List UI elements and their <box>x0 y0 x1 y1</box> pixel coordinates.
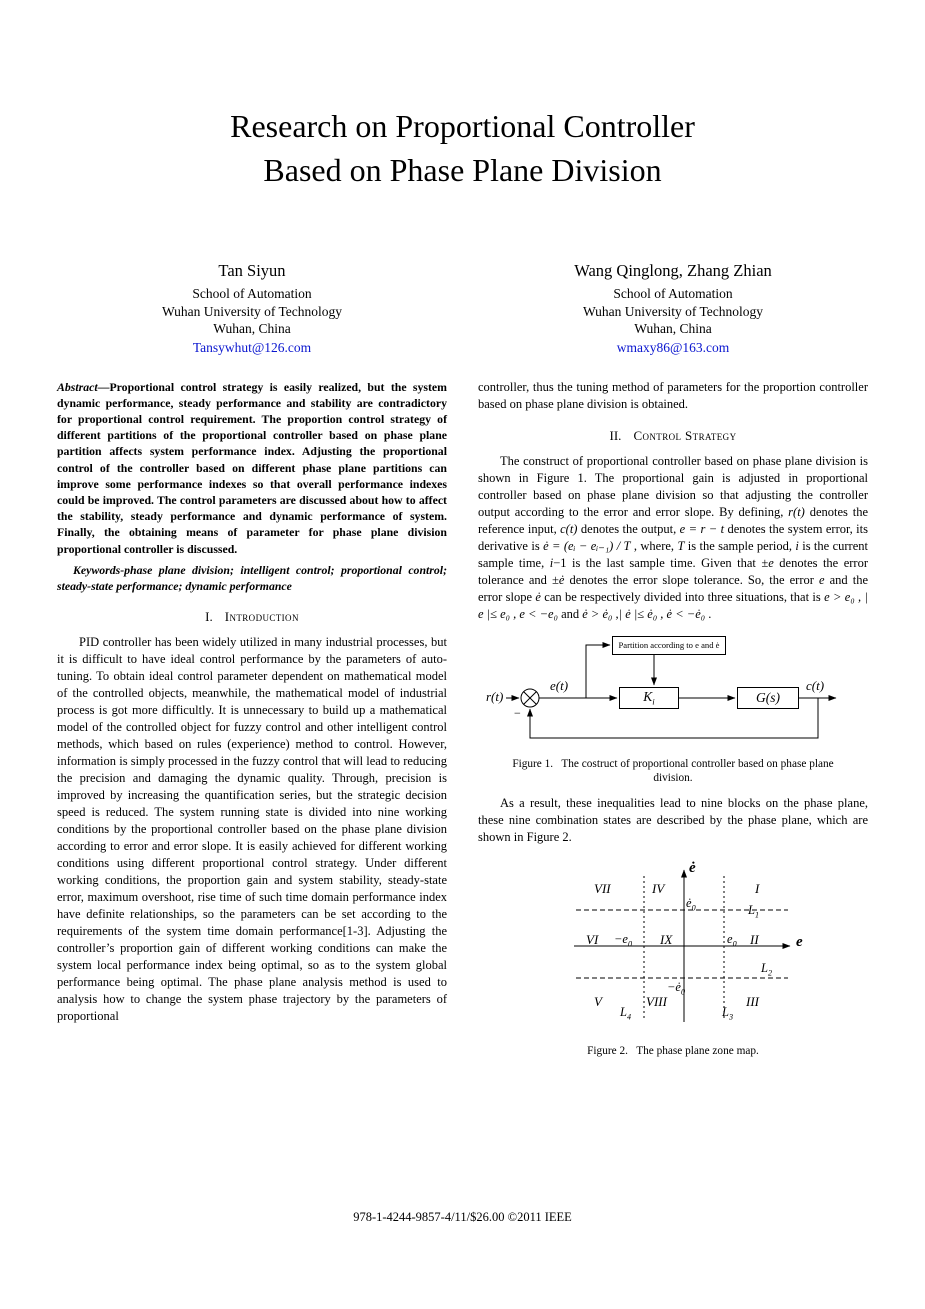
author-university: Wuhan University of Technology <box>582 303 764 319</box>
column-left <box>57 379 447 1068</box>
e0-threshold-label <box>727 933 737 951</box>
edot-axis-label: ė <box>689 859 696 876</box>
section-number: II. <box>609 427 622 443</box>
branch-to-partition <box>586 645 610 698</box>
region-label-III: III <box>746 993 759 1009</box>
e0-base: e <box>727 931 733 946</box>
author-block-1 <box>57 260 447 357</box>
proportional-gain-block <box>619 687 679 709</box>
minus-sign-label: − <box>514 705 521 720</box>
phase-plane-paragraph: As a result, these inequalities lead to nine blocks on the phase plane, these nine combination states are described by the phase plane, which are shown in Figure 2. <box>478 795 868 844</box>
L2-base: L <box>761 960 768 975</box>
region-label-I: I <box>755 880 760 896</box>
edot0-sub: 0 <box>691 903 696 912</box>
neg-e0-sub: 0 <box>627 939 633 948</box>
title-line-2: Based on Phase Plane Division <box>263 152 662 188</box>
author-name: Tan Siyun <box>218 261 286 280</box>
author-department: School of Automation <box>192 286 312 301</box>
control-strategy-paragraph: The construct of proportional controller based on phase plane division is shown in Figure 1. The proportional gain is adjusted in proportional controller based on phase plane division so that adjusting the controller output according to the error and error slope. By defining, r(t) denotes the reference input, c(t) denotes the output, e = r − t denotes the system error, its derivative is ė = (eᵢ − eᵢ₋₁) / T , where, T is the sample period, i is the current sample time, i−1 is the last sample time. Given that ±e denotes the error tolerance and ±ė denotes the error slope tolerance. So, the error e and the error slope ė can be respectively divided into three situations, that is e > e₀ , | e |≤ e₀ , e < −e₀ and ė > ė₀ ,| ė |≤ ė₀ , ė < −ė₀ . <box>478 453 869 621</box>
region-label-IX: IX <box>660 931 673 947</box>
column-right <box>478 379 868 1068</box>
abstract <box>57 379 447 557</box>
region-label-VII: VII <box>594 880 611 896</box>
author-city: Wuhan, China <box>634 321 712 336</box>
plant-block <box>737 687 799 709</box>
gs-label: G(s) <box>756 689 780 705</box>
abstract-text: —Proportional control strategy is easily realized, but the system dynamic performance, steady performance and stability are contradictory for proportional control requirement. The proportion control strategy of different partitions of the proportional controller based on phase plane partition affects system performance index. Adjusting the proportional control of the controller based on different phase plane partitions can improve some performance indexes so that overall performance indexes could be improved. The control parameters are discussed about how to affect the stability, steady performance and dynamic performance of system. Finally, the obtaining means of parameter for phase plane division proportional controller is discussed. <box>57 379 447 556</box>
ki-base: K <box>643 688 653 704</box>
error-signal-label: e(t) <box>550 677 569 693</box>
region-label-IV: IV <box>652 880 665 896</box>
section-title: Introduction <box>224 609 299 625</box>
copyright-footer: 978-1-4244-9857-4/11/$26.00 ©2011 IEEE <box>353 1210 572 1224</box>
abstract-label: Abstract <box>57 379 98 394</box>
neg-edot0-threshold-label <box>667 981 685 999</box>
author-block-2 <box>478 260 868 357</box>
section-number: I. <box>205 609 213 625</box>
ki-label <box>643 689 654 707</box>
section-heading-introduction <box>57 609 447 625</box>
title-line-1: Research on Proportional Controller <box>230 108 695 144</box>
paper-title <box>0 0 925 192</box>
author-name: Wang Qinglong, Zhang Zhian <box>574 261 772 280</box>
section-heading-control-strategy <box>478 428 868 444</box>
author-email-link[interactable]: Tansywhut@126.com <box>192 339 312 355</box>
region-label-V: V <box>594 993 602 1009</box>
L3-sub: 3 <box>728 1012 734 1021</box>
line-label-L2 <box>761 962 772 980</box>
line-label-L4 <box>620 1006 631 1024</box>
region-label-II: II <box>750 931 759 947</box>
intro-paragraph-continued: controller, thus the tuning method of parameters for the proportion controller based on phase plane division is obtained. <box>478 379 868 411</box>
L3-base: L <box>722 1004 729 1019</box>
L2-sub: 2 <box>767 968 773 977</box>
reference-input-label: r(t) <box>486 688 504 704</box>
region-label-VI: VI <box>586 931 599 947</box>
keywords: Keywords-phase plane division; intelligent control; proportional control; steady-state performance; dynamic performance <box>57 562 447 593</box>
figure2-caption: Figure 2. The phase plane zone map. <box>587 1044 759 1057</box>
author-email-link[interactable]: wmaxy86@163.com <box>616 339 730 355</box>
line-label-L3 <box>722 1006 733 1024</box>
partition-box-label: Partition according to e and ė <box>618 640 720 650</box>
figure2-phase-plane-map <box>572 859 857 1034</box>
edot0-threshold-label <box>686 897 696 915</box>
e-axis-label: e <box>796 933 803 950</box>
body-columns <box>0 379 925 1068</box>
line-label-L1 <box>748 904 759 922</box>
intro-paragraph: PID controller has been widely utilized in many industrial processes, but it is difficult to have ideal control performance by the parameters of auto-tuning. To obtain ideal control parameter dependent on mathematical model of the controlled objects, meanwhile, the mathematical model of industrial process is got more difficultly. It is unnecessary to build up a mathematical model of the controlled object for fuzzy control and other intelligent control methods, which based on rules (experience) method to control. However, information is simply processed in the fuzzy control that will lead to reducing the precision and damaging the dynamic quality. Through, precision is improved by increasing the quantification series, but the strategic decision speed is reduced. The system running state is divided into nine working conditions by the proportional controller based on the phase plane division according to error and error slope. It is easily achieved for different working conditions using different proportional control strategy. Under different working conditions, the proportion gain and system stability, steady-state error, maximum overshoot, rise time of such time domain performance index have definite relationships, so the parameters can be set according to the requirements of the system time domain performance[1-3]. Adjusting the controller’s proportion gain of different working conditions can make the system local performance index being optimal, so as to the system global performance being optimal. The phase plane analysis method is used to analysis how to change the system phase trajectory by the parameters of proportional <box>57 635 447 1024</box>
neg-e0-base: −e <box>614 931 628 946</box>
L4-base: L <box>620 1004 627 1019</box>
e0-sub: 0 <box>732 939 737 948</box>
neg-edot0-sub: 0 <box>680 987 686 996</box>
author-university: Wuhan University of Technology <box>161 303 343 319</box>
L1-base: L <box>748 902 755 917</box>
figure1-caption: Figure 1. The costruct of proportional controller based on phase plane division. <box>512 757 834 784</box>
section-title: Control Strategy <box>633 427 737 443</box>
region-label-VIII: VIII <box>646 993 667 1009</box>
author-department: School of Automation <box>613 286 733 301</box>
author-blocks <box>0 260 925 357</box>
output-signal-label: c(t) <box>806 677 825 693</box>
ki-sub: i <box>652 696 655 707</box>
L4-sub: 4 <box>626 1012 632 1021</box>
partition-box <box>612 636 726 655</box>
author-city: Wuhan, China <box>213 321 291 336</box>
L1-sub: 1 <box>754 910 760 919</box>
figure1-block-diagram <box>486 633 866 751</box>
neg-edot0-base: −ė <box>667 979 681 994</box>
neg-e0-threshold-label <box>614 933 632 951</box>
edot0-base: ė <box>686 895 692 910</box>
